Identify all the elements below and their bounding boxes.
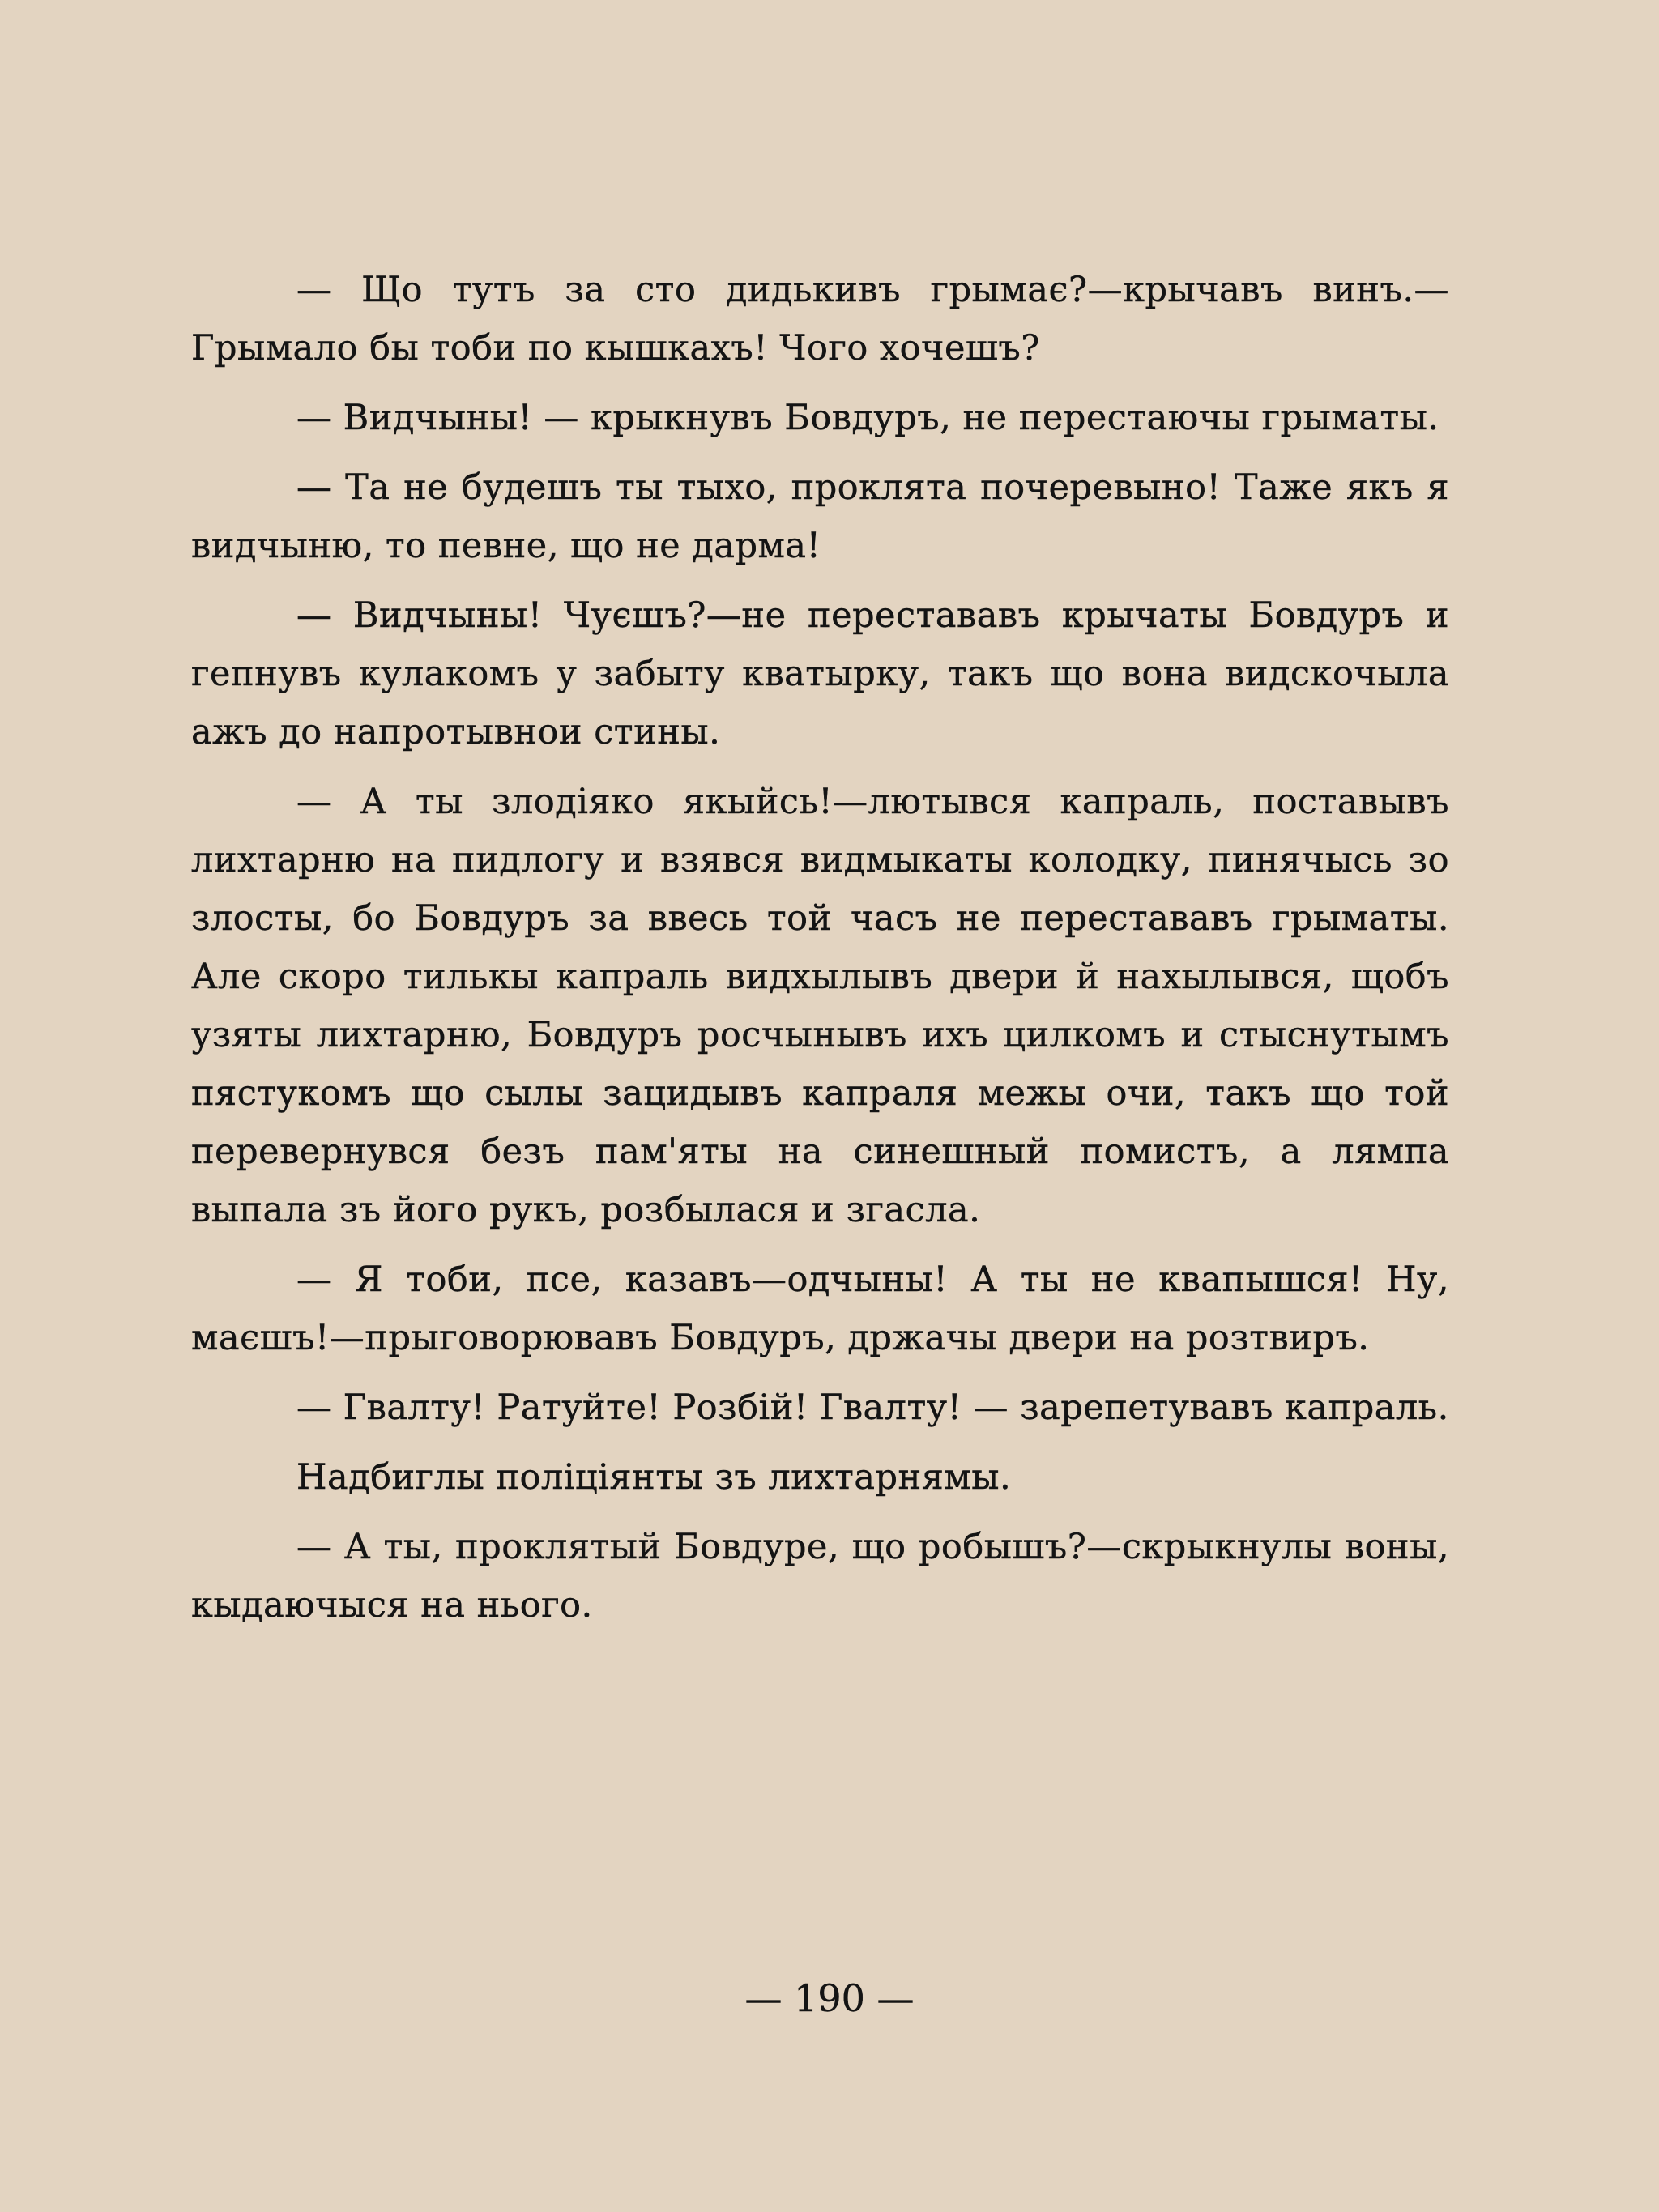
- page-number: — 190 —: [744, 1976, 915, 2020]
- paragraph: — Видчыны! — крыкнувъ Бовдуръ, не перестаючы грыматы.: [296, 398, 1439, 438]
- body-text: [191, 261, 1449, 1646]
- paragraph: Надбиглы поліціянты зъ лихтарнямы.: [296, 1457, 1012, 1498]
- paragraph: — А ты, проклятый Бовдуре, що робышъ?—скрыкнулы воны, кыдаючыся на нього.: [191, 1527, 1449, 1626]
- paragraph: — Гвалту! Ратуйте! Розбій! Гвалту! — зарепетувавъ капраль.: [296, 1387, 1449, 1428]
- paragraph: — Видчыны! Чуєшъ?—не перестававъ крычаты Бовдуръ и гепнувъ кулакомъ у забыту кватырку, такъ що вона видскочыла ажъ до напротывнои стины.: [191, 595, 1449, 752]
- paragraph: — Я тоби, псе, казавъ—одчыны! А ты не квапышся! Ну, маєшъ!—прыговорювавъ Бовдуръ, држачы двери на розтвиръ.: [191, 1259, 1449, 1358]
- paragraph: — Та не будешъ ты тыхо, проклята почеревыно! Таже якъ я видчыню, то певне, що не дарма!: [191, 467, 1449, 566]
- paragraph: — Що тутъ за сто дидькивъ грымає?—крычавъ винъ.— Грымало бы тоби по кышкахъ! Чого хочешъ?: [191, 270, 1449, 369]
- paragraph: — А ты злодіяко якыйсь!—лютывся капраль, поставывъ лихтарню на пидлогу и взявся видмыкаты колодку, пинячысь зо злосты, бо Бовдуръ за ввесь той часъ не перестававъ грыматы. Але скоро тилькы капраль видхылывъ двери й нахылывся, щобъ узяты лихтарню, Бовдуръ росчынывъ ихъ цилкомъ и стыснутымъ пястукомъ що сылы зацидывъ капраля межы очи, такъ що той перевернувся безъ пам'яты на синешный помистъ, а лямпа выпала зъ його рукъ, розбылася и згасла.: [191, 782, 1449, 1230]
